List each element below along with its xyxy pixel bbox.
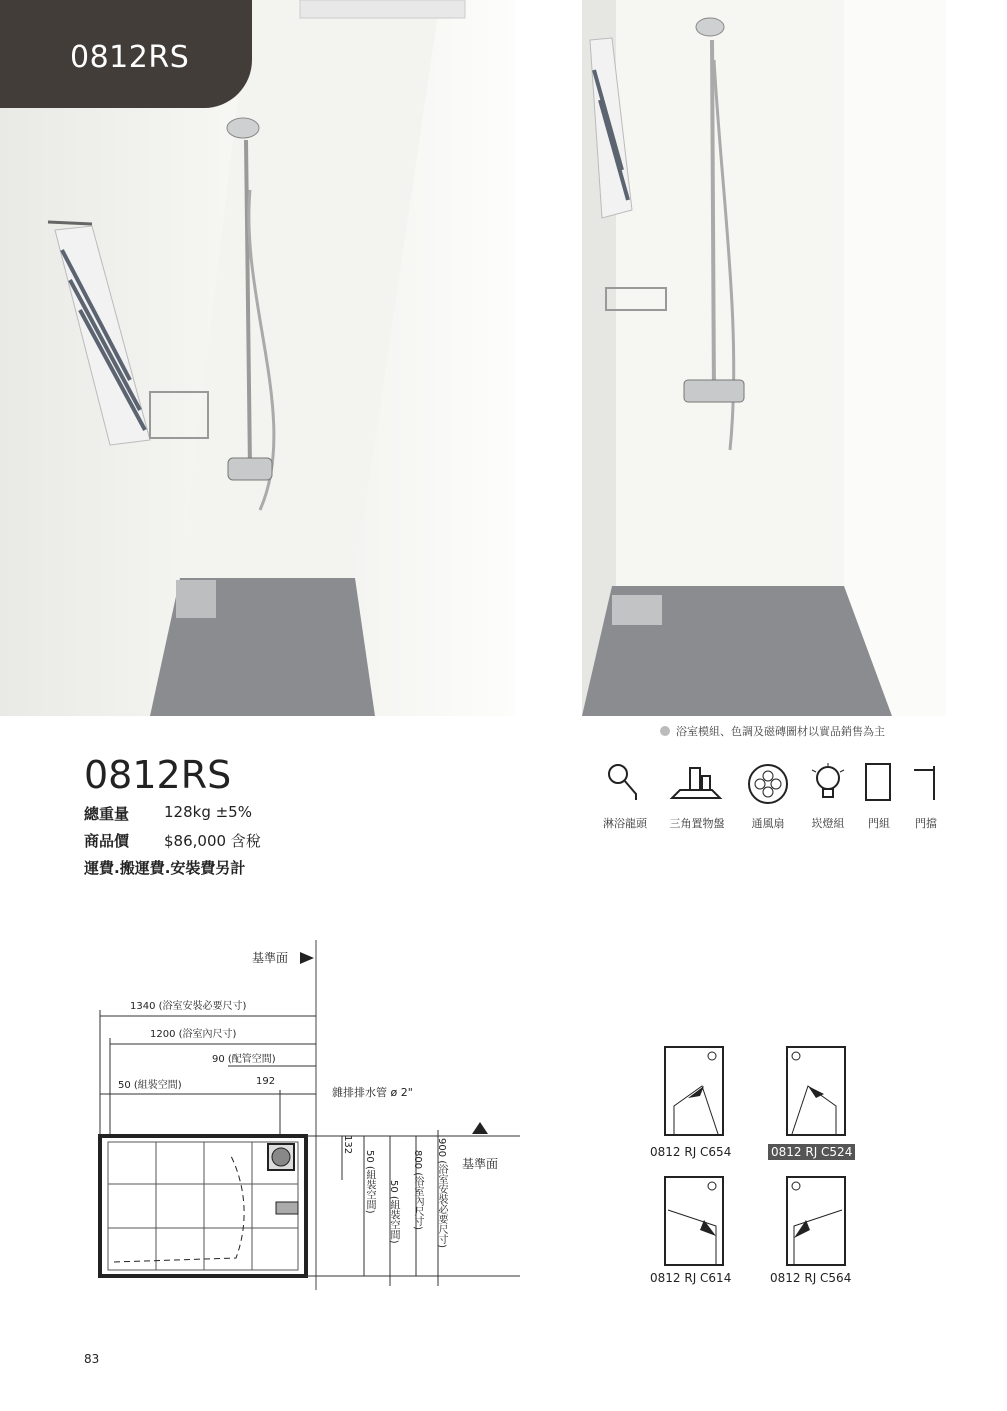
dim-1340-label: 1340 (浴室安裝必要尺寸)	[130, 1001, 247, 1012]
reference-top-label: 基準面	[252, 951, 289, 965]
dim-132-label: 132	[342, 1135, 353, 1155]
bullet-icon	[660, 726, 670, 736]
light-bulb-icon	[808, 762, 848, 810]
photo-note	[660, 723, 885, 739]
price-label: 商品價	[84, 832, 130, 850]
feature-label-doorstop: 門擋	[915, 817, 937, 830]
floor-plan-drawing	[80, 940, 520, 1290]
dim-900-label: 900 (浴室安裝必要尺寸)	[436, 1138, 447, 1249]
photo-note-text: 浴室模組、色調及磁磚圖材以實品銷售為主	[676, 725, 885, 738]
door-icon	[864, 762, 892, 806]
weight-value: 128kg ±5%	[164, 803, 252, 821]
feature-label-door: 門組	[868, 817, 890, 830]
variant-label-c654: 0812 RJ C654	[650, 1145, 732, 1159]
dim-50-bottom-label: 50 (組裝空間)	[388, 1180, 399, 1244]
model-tab-title: 0812RS	[70, 40, 190, 75]
dim-1200-label: 1200 (浴室內尺寸)	[150, 1029, 237, 1040]
ventilation-fan-icon	[746, 762, 792, 810]
feature-label-shelf: 三角置物盤	[669, 817, 725, 830]
feature-label-fan: 通風扇	[751, 817, 785, 830]
variant-label-c614: 0812 RJ C614	[650, 1271, 732, 1285]
drain-pipe-label: 雜排排水管 ø 2"	[332, 1086, 413, 1099]
variant-c614-diagram	[664, 1176, 724, 1266]
corner-shelf-icon	[668, 762, 724, 806]
shower-photo-right	[582, 0, 946, 716]
feature-label-shower: 淋浴龍頭	[603, 817, 647, 830]
dim-50-side-label: 50 (組裝空間)	[364, 1150, 375, 1214]
price-value: $86,000 含稅	[164, 832, 261, 850]
variant-label-c564: 0812 RJ C564	[770, 1271, 852, 1285]
dim-800-label: 800 (浴室內尺寸)	[412, 1150, 423, 1231]
feature-label-light: 崁燈組	[811, 817, 845, 830]
dim-90-label: 90 (配管空間)	[212, 1054, 276, 1065]
dim-50-left-label: 50 (組裝空間)	[118, 1080, 182, 1091]
variant-c564-diagram	[786, 1176, 846, 1266]
variant-label-c524: 0812 RJ C524	[768, 1144, 855, 1160]
page-number: 83	[84, 1352, 100, 1366]
variant-c524-diagram	[786, 1046, 846, 1136]
reference-right-label: 基準面	[462, 1157, 499, 1171]
cost-note: 運費.搬運費.安裝費另計	[84, 859, 246, 877]
shower-head-icon	[604, 762, 644, 806]
variant-c654-diagram	[664, 1046, 724, 1136]
dim-192-label: 192	[256, 1076, 276, 1087]
weight-label: 總重量	[84, 805, 130, 823]
model-title: 0812RS	[84, 753, 232, 797]
door-stop-icon	[910, 762, 940, 806]
